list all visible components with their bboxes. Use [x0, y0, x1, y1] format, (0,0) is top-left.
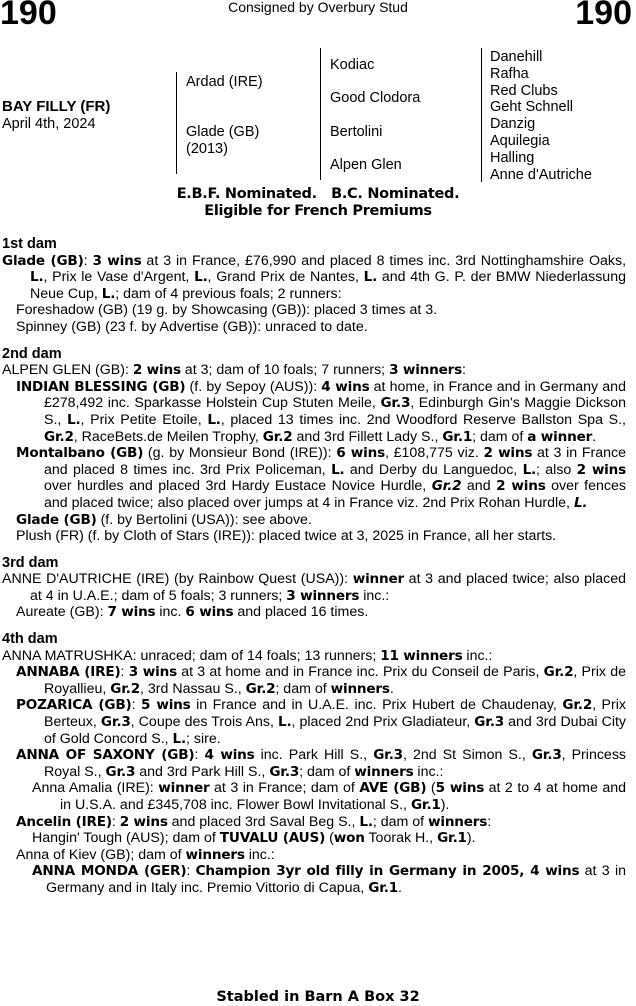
entry-aureate: Aureate (GB): 7 wins inc. 6 wins and placed 16 times.: [16, 604, 369, 621]
stabling-footer: Stabled in Barn A Box 32: [216, 989, 420, 1005]
second-dam-title: 2nd dam: [2, 345, 62, 362]
pedigree-gen3-2: Good Clodora: [330, 90, 421, 106]
horse-name: BAY FILLY (FR): [2, 98, 111, 115]
entry-annaba: ANNABA (IRE): 3 wins at 3 at home and in France inc. Prix du Conseil de Paris, Gr.2, Prix de Royallieu, Gr.2, 3rd Nassau S., Gr.2; dam of winners.: [16, 664, 626, 697]
entry-glade: Glade (GB) (f. by Bertolini (USA)): see above.: [16, 511, 312, 528]
foal-foreshadow: Foreshadow (GB) (19 g. by Showcasing (GB)): placed 3 times at 3.: [16, 302, 438, 319]
pedigree-gen3-1: Kodiac: [330, 57, 375, 73]
entry-anna-of-kiev: Anna of Kiev (GB); dam of winners inc.:: [16, 846, 275, 863]
pedigree-line-2: [320, 48, 321, 180]
pedigree-gen4-6: Aquilegia: [490, 133, 550, 149]
pedigree-gen4-2: Rafha: [490, 65, 529, 82]
pedigree-dam-year: (2013): [186, 141, 228, 157]
pedigree-line-3: [481, 48, 482, 182]
catalogue-body: [2, 236, 626, 897]
second-dam-intro: ALPEN GLEN (GB): 2 wins at 3; dam of 10 foals; 7 runners; 3 winners:: [2, 362, 466, 379]
entry-pozarica: POZARICA (GB): 5 wins in France and in U.A.E. inc. Prix Hubert de Chaudenay, Gr.2, Prix Berteux, Gr.3, Coupe des Trois Ans, L., placed 2nd Prix Gladiateur, Gr.3 and 3rd Dubai City of Gold Concord S., L.; sire.: [16, 697, 627, 747]
foal-spinney: Spinney (GB) (23 f. by Advertise (GB)): unraced to date.: [16, 318, 368, 335]
entry-anna-of-saxony: ANNA OF SAXONY (GB): 4 wins inc. Park Hill S., Gr.3, 2nd St Simon S., Gr.3, Princess Royal S., Gr.3 and 3rd Park Hill S., Gr.3; dam of winners inc.:: [16, 747, 627, 780]
entry-anna-amalia: Anna Amalia (IRE): winner at 3 in France; dam of AVE (GB) (5 wins at 2 to 4 at home and in U.S.A. and £345,708 inc. Flower Bowl Invitational S., Gr.1).: [32, 780, 627, 813]
pedigree-gen3-4: Alpen Glen: [330, 157, 402, 173]
entry-anna-monda: ANNA MONDA (GER): Champion 3yr old filly in Germany in 2005, 4 wins at 3 in Germany and in Italy inc. Premio Vittorio di Capua, Gr.1.: [32, 863, 626, 896]
pedigree-gen4-3: Red Clubs: [490, 82, 558, 99]
entry-ancelin: Ancelin (IRE): 2 wins and placed 3rd Saval Beg S., L.; dam of winners:: [16, 813, 492, 830]
third-dam-intro: ANNE D'AUTRICHE (IRE) (by Rainbow Quest (USA)): winner at 3 and placed twice; also placed at 4 in U.A.E.; dam of 5 foals; 3 runners; 3 winners inc.:: [2, 571, 626, 604]
entry-plush: Plush (FR) (f. by Cloth of Stars (IRE)): placed twice at 3, 2025 in France, all her starts.: [16, 528, 557, 545]
consignor-label: Consigned by Overbury Stud: [228, 0, 408, 15]
pedigree-line-1: [176, 72, 177, 174]
lot-number-right: 190: [575, 0, 632, 32]
pedigree-gen3-3: Bertolini: [330, 124, 383, 140]
lot-number-left: 190: [0, 0, 57, 32]
horse-dob: April 4th, 2024: [2, 116, 96, 132]
first-dam-entry: Glade (GB): 3 wins at 3 in France, £76,990 and placed 8 times inc. 3rd Nottinghamshire Oaks, L., Prix le Vase d'Argent, L., Grand Prix de Nantes, L. and 4th G. P. der BMW Niederlassung Neue Cup, L.; dam of 4 previous foals; 2 runners:: [2, 252, 627, 302]
pedigree-gen4-4: Geht Schnell: [490, 99, 574, 116]
pedigree-gen4-7: Halling: [490, 149, 535, 166]
entry-montalbano: Montalbano (GB) (g. by Monsieur Bond (IRE)): 6 wins, £108,775 viz. 2 wins at 3 in France and placed 8 times inc. 3rd Prix Policeman, L. and Derby du Languedoc, L.; also 2 wins over hurdles and placed 3rd Hardy Eustace Novice Hurdle, Gr.2 and 2 wins over fences and placed twice; also placed over jumps at 4 in France viz. 2nd Prix Rohan Hurdle, L.: [16, 445, 627, 511]
pedigree-sire: Ardad (IRE): [186, 74, 263, 90]
pedigree-dam: Glade (GB): [186, 124, 260, 140]
pedigree-gen4-5: Danzig: [490, 116, 536, 133]
entry-indian-blessing: INDIAN BLESSING (GB) (f. by Sepoy (AUS)): 4 wins at home, in France and in Germany and £278,492 inc. Sparkasse Holstein Cup Stuten Meile, Gr.3, Edinburgh Gin's Maggie Dickson S., L., Prix Petite Etoile, L., placed 13 times inc. 2nd Woodford Reserve Ballston Spa S., Gr.2, RaceBets.de Meilen Trophy, Gr.2 and 3rd Fillett Lady S., Gr.1; dam of a winner.: [16, 378, 626, 445]
nomination-notes: E.B.F. Nominated. B.C. Nominated.: [176, 186, 460, 202]
entry-hangin-tough: Hangin' Tough (AUS); dam of TUVALU (AUS) (won Toorak H., Gr.1).: [32, 830, 476, 847]
pedigree-gen4-8: Anne d'Autriche: [490, 166, 592, 183]
fourth-dam-intro: ANNA MATRUSHKA: unraced; dam of 14 foals; 13 runners; 11 winners inc.:: [2, 647, 493, 664]
first-dam-title: 1st dam: [2, 236, 57, 252]
third-dam-title: 3rd dam: [2, 554, 59, 571]
premium-notes: Eligible for French Premiums: [204, 203, 432, 219]
pedigree-gen4-1: Danehill: [490, 49, 543, 65]
fourth-dam-title: 4th dam: [2, 631, 58, 648]
